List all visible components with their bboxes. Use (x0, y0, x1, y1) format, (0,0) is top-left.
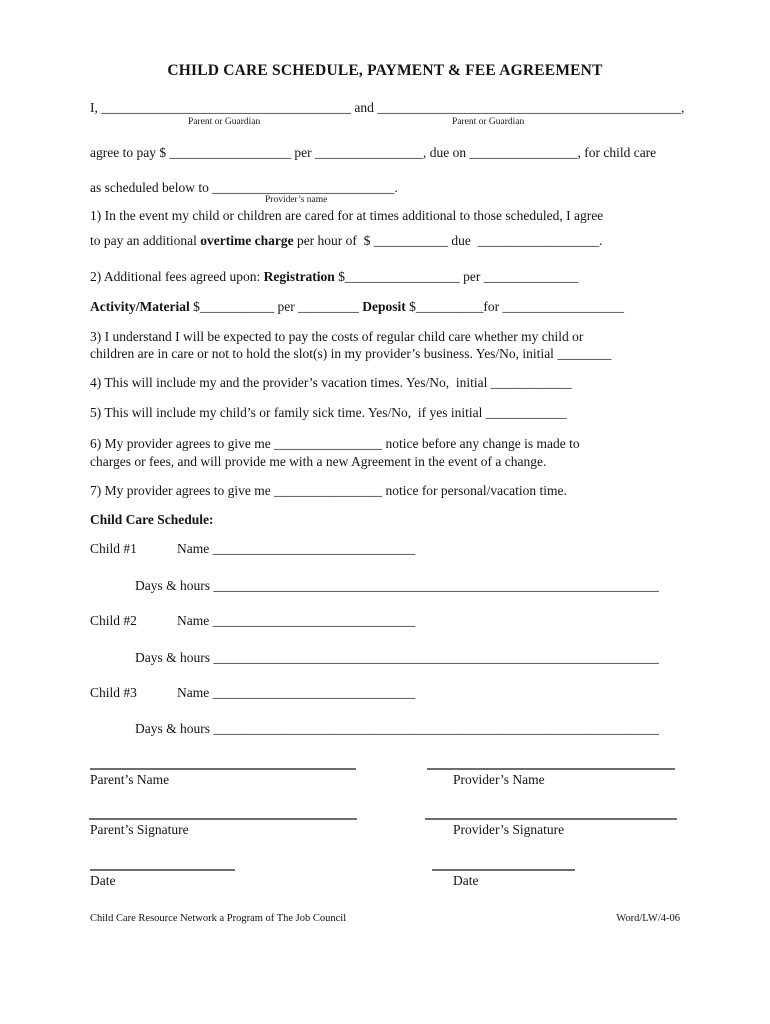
child3-days-row (135, 720, 659, 737)
child3-name-label: Name (177, 685, 213, 700)
provider-date-line[interactable] (432, 869, 575, 871)
item2-per1: per (459, 269, 484, 284)
item6-end: notice before any change is made to (382, 436, 580, 451)
deposit-label: Deposit (362, 299, 406, 314)
child1-name-label: Name (177, 541, 213, 556)
deposit-for-blank[interactable]: __________________ (502, 299, 624, 314)
overtime-charge-label: overtime charge (200, 233, 294, 248)
item2-mid1: $ (334, 269, 345, 284)
parent2-name-blank[interactable]: _____________________________________________ (377, 100, 681, 115)
registration-period-blank[interactable]: ______________ (483, 269, 579, 284)
parent1-caption: Parent or Guardian (188, 117, 261, 127)
sched-end: . (394, 180, 398, 195)
parent-date-label: Date (90, 873, 116, 888)
item1-line2 (90, 232, 603, 249)
parent-name-line[interactable] (90, 768, 356, 770)
child3-name-row (90, 684, 416, 701)
item4-line (90, 374, 572, 391)
item3-line1: 3) I understand I will be expected to pay the costs of regular child care whether my child or (90, 329, 584, 344)
intro-pre: I, (90, 100, 102, 115)
parent-signature-label: Parent’s Signature (90, 822, 189, 837)
sched-pre: as scheduled below to (90, 180, 213, 195)
schedule-heading: Child Care Schedule: (90, 512, 214, 527)
payment-due-blank[interactable]: ________________ (469, 145, 578, 160)
parent-name-label: Parent’s Name (90, 772, 170, 787)
intro-end: , (681, 100, 685, 115)
registration-label: Registration (263, 269, 335, 284)
item2-for: for (483, 299, 503, 314)
pay-per: per (290, 145, 315, 160)
child3-days-hours-blank[interactable]: __________________________________________________________________ (213, 721, 659, 736)
item2-line2 (90, 298, 624, 315)
item1-mid: per hour of $ (293, 233, 374, 248)
overtime-due-blank[interactable]: __________________ (477, 233, 600, 248)
item6-line1 (90, 435, 580, 452)
item4-pre: 4) This will include my and the provider’s vacation times. Yes/No, initial (90, 375, 491, 390)
child2-name-row (90, 612, 416, 629)
child3-days-label: Days & hours (135, 721, 214, 736)
child2-days-row (135, 649, 659, 666)
child1-days-label: Days & hours (135, 578, 214, 593)
item6-pre: 6) My provider agrees to give me (90, 436, 275, 451)
intro-and: and (351, 100, 378, 115)
item1-line1: 1) In the event my child or children are cared for at times additional to those scheduled, I agree (90, 208, 604, 223)
provider-signature-line[interactable] (425, 818, 677, 820)
item7-pre: 7) My provider agrees to give me (90, 483, 275, 498)
activity-fee-blank[interactable]: ___________ (199, 299, 275, 314)
item1-pre: to pay an additional (90, 233, 201, 248)
child2-name-blank[interactable]: ______________________________ (212, 613, 416, 628)
activity-material-label: Activity/Material (90, 299, 190, 314)
registration-fee-blank[interactable]: _________________ (344, 269, 460, 284)
item1-due: due (448, 233, 478, 248)
child1-days-row (135, 577, 659, 594)
child1-label: Child #1 (90, 541, 137, 556)
item3-pre: children are in care or not to hold the slot(s) in my provider’s business. Yes/No, initial (90, 346, 558, 361)
provider-name-label: Provider’s Name (453, 772, 545, 787)
parent1-name-blank[interactable]: _____________________________________ (101, 100, 351, 115)
child1-days-hours-blank[interactable]: __________________________________________________________________ (213, 578, 659, 593)
child3-label: Child #3 (90, 685, 137, 700)
form-title: CHILD CARE SCHEDULE, PAYMENT & FEE AGREEMENT (167, 62, 603, 79)
payment-period-blank[interactable]: ________________ (314, 145, 423, 160)
item5-initial-blank[interactable]: ____________ (485, 405, 567, 420)
provider-name-blank[interactable]: ___________________________ (212, 180, 395, 195)
child3-name-blank[interactable]: ______________________________ (212, 685, 416, 700)
vacation-notice-blank[interactable]: ________________ (274, 483, 383, 498)
child1-name-row (90, 540, 416, 557)
footer-organization: Child Care Resource Network a Program of The Job Council (90, 913, 347, 924)
footer-doc-code: Word/LW/4-06 (616, 913, 680, 924)
provider-name-line[interactable] (427, 768, 675, 770)
item2-mid3: $ (405, 299, 416, 314)
deposit-amount-blank[interactable]: __________ (415, 299, 484, 314)
child2-name-label: Name (177, 613, 213, 628)
overtime-rate-blank[interactable]: ___________ (373, 233, 449, 248)
payment-line (90, 144, 656, 161)
parent-date-line[interactable] (90, 869, 235, 871)
provider-line (90, 179, 398, 196)
child1-name-blank[interactable]: ______________________________ (212, 541, 416, 556)
pay-end: , for child care (577, 145, 657, 160)
item1-end: . (599, 233, 603, 248)
change-notice-blank[interactable]: ________________ (274, 436, 383, 451)
child2-days-label: Days & hours (135, 650, 214, 665)
provider-name-caption: Provider’s name (265, 195, 328, 205)
item5-line (90, 404, 567, 421)
item4-initial-blank[interactable]: ____________ (490, 375, 572, 390)
child2-label: Child #2 (90, 613, 137, 628)
item7-line (90, 482, 567, 499)
parent2-caption: Parent or Guardian (452, 117, 525, 127)
item3-initial-blank[interactable]: ________ (557, 346, 612, 361)
provider-signature-label: Provider’s Signature (453, 822, 565, 837)
item5-pre: 5) This will include my child’s or family sick time. Yes/No, if yes initial (90, 405, 486, 420)
provider-date-label: Date (453, 873, 479, 888)
item7-end: notice for personal/vacation time. (382, 483, 567, 498)
payment-amount-blank[interactable]: __________________ (169, 145, 291, 160)
pay-due: , due on (422, 145, 470, 160)
item3-line2 (90, 345, 611, 362)
activity-period-blank[interactable]: _________ (298, 299, 359, 314)
parent-signature-line[interactable] (89, 818, 357, 820)
item2-line1 (90, 268, 578, 285)
child2-days-hours-blank[interactable]: __________________________________________________________________ (213, 650, 659, 665)
intro-line (90, 99, 684, 116)
item6-line2: charges or fees, and will provide me with a new Agreement in the event of a change. (90, 454, 547, 469)
item2-mid2: $ (189, 299, 200, 314)
item2-per2: per (274, 299, 299, 314)
item2-pre: 2) Additional fees agreed upon: (90, 269, 264, 284)
pay-pre: agree to pay $ (90, 145, 170, 160)
